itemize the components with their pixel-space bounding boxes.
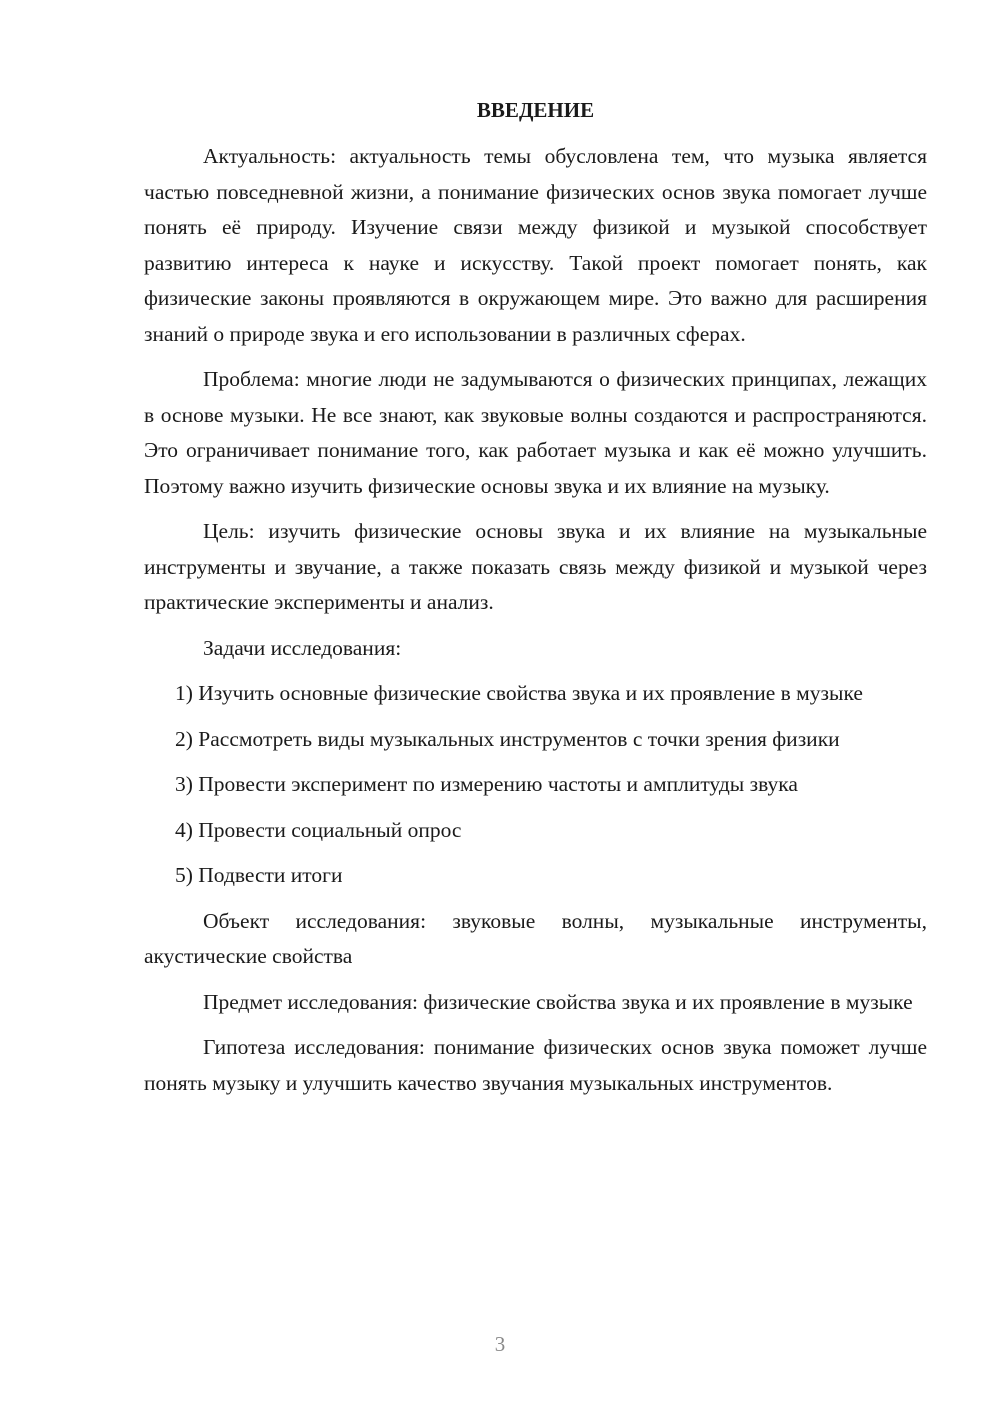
paragraph-object: Объект исследования: звуковые волны, музыкальные инструменты, акустические свойства <box>144 908 927 968</box>
paragraph-subject: Предмет исследования: физические свойства звука и их проявление в музыке <box>203 989 913 1014</box>
page-number: 3 <box>494 1332 506 1356</box>
task-item: 1) Изучить основные физические свойства звука и их проявление в музыке <box>175 681 863 705</box>
paragraph-tasks-heading: Задачи исследования: <box>203 635 402 660</box>
paragraph-problem: Проблема: многие люди не задумываются о физических принципах, лежащих в основе музыки. Не все знают, как звуковые волны создаются и распространяются. Это ограничивает понимание того, как работает музыка и как её можно улучшить. Поэтому важно изучить физические основы звука и их влияние на музыку. <box>144 367 927 498</box>
task-item: 3) Провести эксперимент по измерению частоты и амплитуды звука <box>175 772 798 796</box>
document-body <box>144 92 927 1111</box>
task-item: 2) Рассмотреть виды музыкальных инструментов с точки зрения физики <box>175 726 840 751</box>
section-title: ВВЕДЕНИЕ <box>476 98 595 122</box>
paragraph-goal: Цель: изучить физические основы звука и их влияние на музыкальные инструменты и звучание, а также показать связь между физикой и музыкой через практические эксперименты и анализ. <box>144 519 927 614</box>
paragraph-hypothesis: Гипотеза исследования: понимание физических основ звука поможет лучше понять музыку и улучшить качество звучания музыкальных инструментов. <box>144 1035 927 1095</box>
task-item: 4) Провести социальный опрос <box>175 817 462 842</box>
paragraph-relevance: Актуальность: актуальность темы обусловлена тем, что музыка является частью повседневной жизни, а понимание физических основ звука помогает лучше понять её природу. Изучение связи между физикой и музыкой способствует развитию интереса к науке и искусству. Такой проект помогает понять, как физические законы проявляются в окружающем мире. Это важно для расширения знаний о природе звука и его использовании в различных сферах. <box>144 144 927 346</box>
task-item: 5) Подвести итоги <box>175 863 343 887</box>
